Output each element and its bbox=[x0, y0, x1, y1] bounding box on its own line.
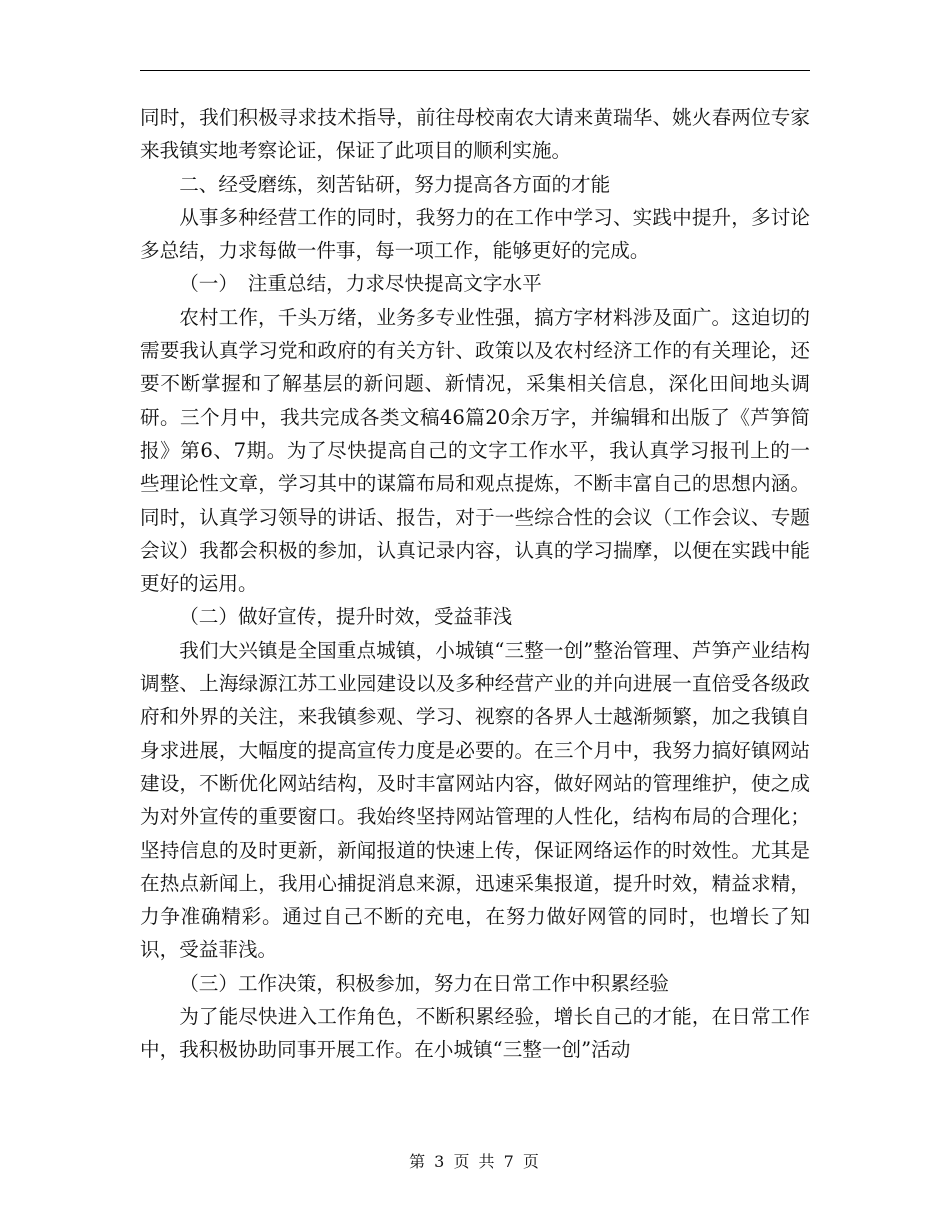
paragraph: 我们大兴镇是全国重点城镇，小城镇“三整一创”整治管理、芦笋产业结构调整、上海绿源江苏工业园建设以及多种经营产业的并向进展一直倍受各级政府和外界的关注，来我镇参观、学习、视察的各界人士越渐频繁，加之我镇自身求进展，大幅度的提高宣传力度是必要的。在三个月中，我努力搞好镇网站建设，不断优化网站结构，及时丰富网站内容，做好网站的管理维护，使之成为对外宣传的重要窗口。我始终坚持网站管理的人性化，结构布局的合理化；坚持信息的及时更新，新闻报道的快速上传，保证网络运作的时效性。尤其是在热点新闻上，我用心捕捉消息来源，迅速采集报道，提升时效，精益求精，力争准确精彩。通过自己不断的充电，在努力做好网管的同时，也增长了知识，受益菲浅。 bbox=[140, 638, 810, 962]
paragraph: 为了能尽快进入工作角色，不断积累经验，增长自己的才能，在日常工作中，我积极协助同事开展工作。在小城镇“三整一创”活动 bbox=[140, 1005, 810, 1062]
subsection-heading: （二）做好宣传，提升时效，受益菲浅 bbox=[179, 605, 513, 629]
paragraph: 从事多种经营工作的同时，我努力的在工作中学习、实践中提升，多讨论多总结，力求每做一件事，每一项工作，能够更好的完成。 bbox=[140, 205, 810, 263]
page-number-footer: 第 3 页 共 7 页 bbox=[409, 1152, 541, 1171]
section-heading: 二、经受磨练，刻苦钻研，努力提高各方面的才能 bbox=[179, 172, 611, 196]
paragraph: 农村工作，千头万绪，业务多专业性强，搞方字材料涉及面广。这迫切的需要我认真学习党和政府的有关方针、政策以及农村经济工作的有关理论，还要不断掌握和了解基层的新问题、新情况，采集相关信息，深化田间地头调研。三个月中，我共完成各类文稿46篇20余万字，并编辑和出版了《芦笋简报》第6、7期。为了尽快提高自己的文字工作水平，我认真学习报刊上的一些理论性文章，学习其中的谋篇布局和观点提炼，不断丰富自己的思想内涵。同时，认真学习领导的讲话、报告，对于一些综合性的会议（工作会议、专题会议）我都会积极的参加，认真记录内容，认真的学习揣摩，以便在实践中能更好的运用。 bbox=[140, 305, 810, 596]
header-rule bbox=[140, 70, 810, 71]
subsection-heading: （三）工作决策，积极参加，努力在日常工作中积累经验 bbox=[179, 971, 670, 995]
paragraph: 同时，我们积极寻求技术指导，前往母校南农大请来黄瑞华、姚火春两位专家来我镇实地考察论证，保证了此项目的顺利实施。 bbox=[140, 106, 810, 163]
document-body bbox=[140, 101, 810, 1067]
subsection-heading: （一） 注重总结，力求尽快提高文字水平 bbox=[179, 272, 542, 296]
